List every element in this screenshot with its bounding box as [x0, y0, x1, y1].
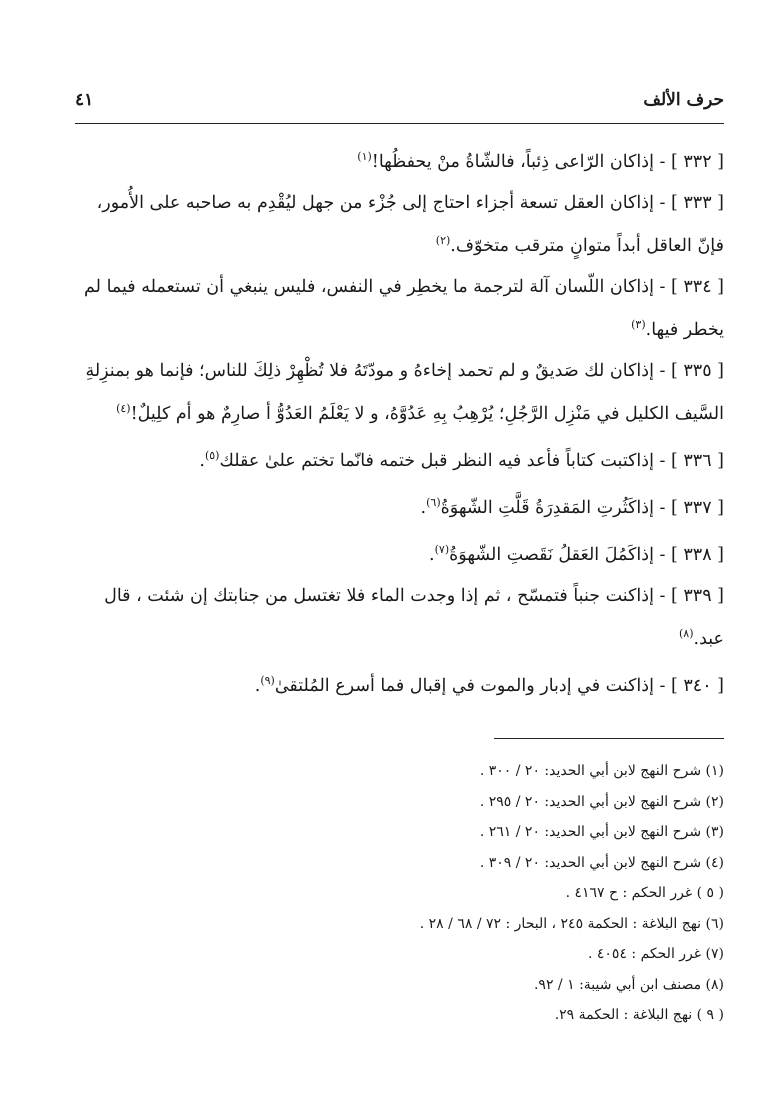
entry-number: [ ٣٣٧ ] - — [659, 498, 724, 518]
entry-tail: . — [420, 498, 427, 518]
entry-340 — [75, 662, 724, 705]
entry-number: [ ٣٤٠ ] - — [659, 676, 724, 696]
entry-337 — [75, 484, 724, 527]
entry-tail: . — [429, 545, 435, 565]
entry-text: إذاكان العقل تسعة أجزاء احتاج إلى جُزْء من جهل ليُقْدِم به صاحبه على الأُمور، فإنّ العاقل أبداً متوانٍ مترقب متخوّف. — [96, 193, 724, 256]
running-title: حرف الألف — [643, 90, 724, 110]
entry-text: إذاكان لك صَديقٌ و لم تحمد إخاءهُ و مودّتَهُ فلا تُظْهِرْ ذلِكَ للناس؛ فإنما هو بمنزِلةِ السَّيف الكليل في مَنْزِل الرَّجُلِ؛ يُرْهِبُ بِهِ عَدُوَّهُ، و لا يَعْلَمُ العَدُوُّ أ صارِمٌ هو أم كلِيلٌ! — [85, 361, 724, 424]
entry-number: [ ٣٣٨ ] - — [659, 545, 724, 565]
footnote-6: (٦) نهج البلاغة : الحكمة ٢٤٥ ، البحار : ٧٢ / ٦٨ / ٢٨ . — [419, 915, 724, 932]
footnote-ref: (٢) — [435, 234, 451, 247]
entry-339 — [75, 578, 724, 658]
page-header — [75, 88, 724, 118]
entry-334 — [75, 269, 724, 349]
entry-text: إذاكان اللّسان آلة لترجمة ما يخطِر في النفس، فليس ينبغي أن تستعمله فيما لم يخطر فيها. — [84, 277, 724, 340]
footnote-3: (٣) شرح النهج لابن أبي الحديد: ٢٠ / ٢٦١ . — [479, 824, 724, 840]
footnote-2: (٢) شرح النهج لابن أبي الحديد: ٢٠ / ٢٩٥ . — [479, 793, 724, 810]
footnote-8: (٨) مصنف ابن أبي شيبة: ١ / ٩٢. — [533, 976, 724, 993]
header-divider — [75, 123, 724, 124]
footnote-ref: (١) — [357, 150, 372, 163]
footnote-ref: (٤) — [116, 402, 131, 415]
entry-336 — [75, 437, 724, 480]
entry-number: [ ٣٣٤ ] - — [659, 277, 724, 297]
entry-text: إذاكتبت كتاباً فأعد فيه النظر قبل ختمه فانّما تختم علىٰ عقلك — [219, 451, 654, 471]
footnote-ref: (٩) — [260, 674, 275, 687]
footnote-divider — [494, 738, 724, 739]
entry-tail: . — [254, 676, 261, 696]
entry-text: إذاكنت في إدبار والموت في إقبال فما أسرع المُلتقىٰ — [274, 676, 654, 696]
entry-number: [ ٣٣٥ ] - — [659, 361, 724, 381]
footnote-ref: (٨) — [679, 627, 694, 640]
entry-text: إذاكَثُرتِ المَقدِرَةُ قَلَّتِ الشّهوَةُ — [440, 498, 654, 518]
entry-number: [ ٣٣٩ ] - — [659, 586, 724, 606]
entry-text: إذاكنت جنباً فتمسّح ، ثم إذا وجدت الماء فلا تغتسل من جنابتك إن شئت ، قال عبد. — [104, 586, 724, 649]
footnote-4: (٤) شرح النهج لابن أبي الحديد: ٢٠ / ٣٠٩ . — [479, 854, 724, 871]
footnote-7: (٧) غرر الحكم : ٤٠٥٤ . — [587, 946, 724, 962]
entry-tail: . — [199, 451, 205, 471]
footnotes-list — [75, 756, 724, 1031]
page-number: ٤١ — [75, 90, 94, 110]
entry-335 — [75, 353, 724, 433]
entry-number: [ ٣٣٢ ] - — [659, 152, 724, 172]
entry-333 — [75, 185, 724, 265]
footnote-ref: (٧) — [434, 543, 450, 556]
footnote-5: ( ٥ ) غرر الحكم : ح ٤١٦٧ . — [565, 885, 724, 901]
entry-332 — [75, 138, 724, 181]
footnote-ref: (٥) — [204, 449, 220, 462]
entry-number: [ ٣٣٦ ] - — [659, 451, 724, 471]
footnote-ref: (٣) — [631, 318, 646, 331]
entries-list — [75, 138, 724, 709]
entry-338 — [75, 531, 724, 574]
entry-number: [ ٣٣٣ ] - — [659, 193, 724, 213]
footnote-1: (١) شرح النهج لابن أبي الحديد: ٢٠ / ٣٠٠ . — [479, 763, 724, 779]
footnote-ref: (٦) — [426, 496, 441, 509]
footnote-9: ( ٩ ) نهج البلاغة : الحكمة ٢٩. — [554, 1007, 724, 1023]
entry-text: إذاكان الرّاعى ذِئباً، فالشّاةُ منْ يحفظُها! — [371, 152, 654, 172]
entry-text: إذاكَمُلَ العَقلُ نَقَصتِ الشّهوَةُ — [449, 545, 654, 565]
